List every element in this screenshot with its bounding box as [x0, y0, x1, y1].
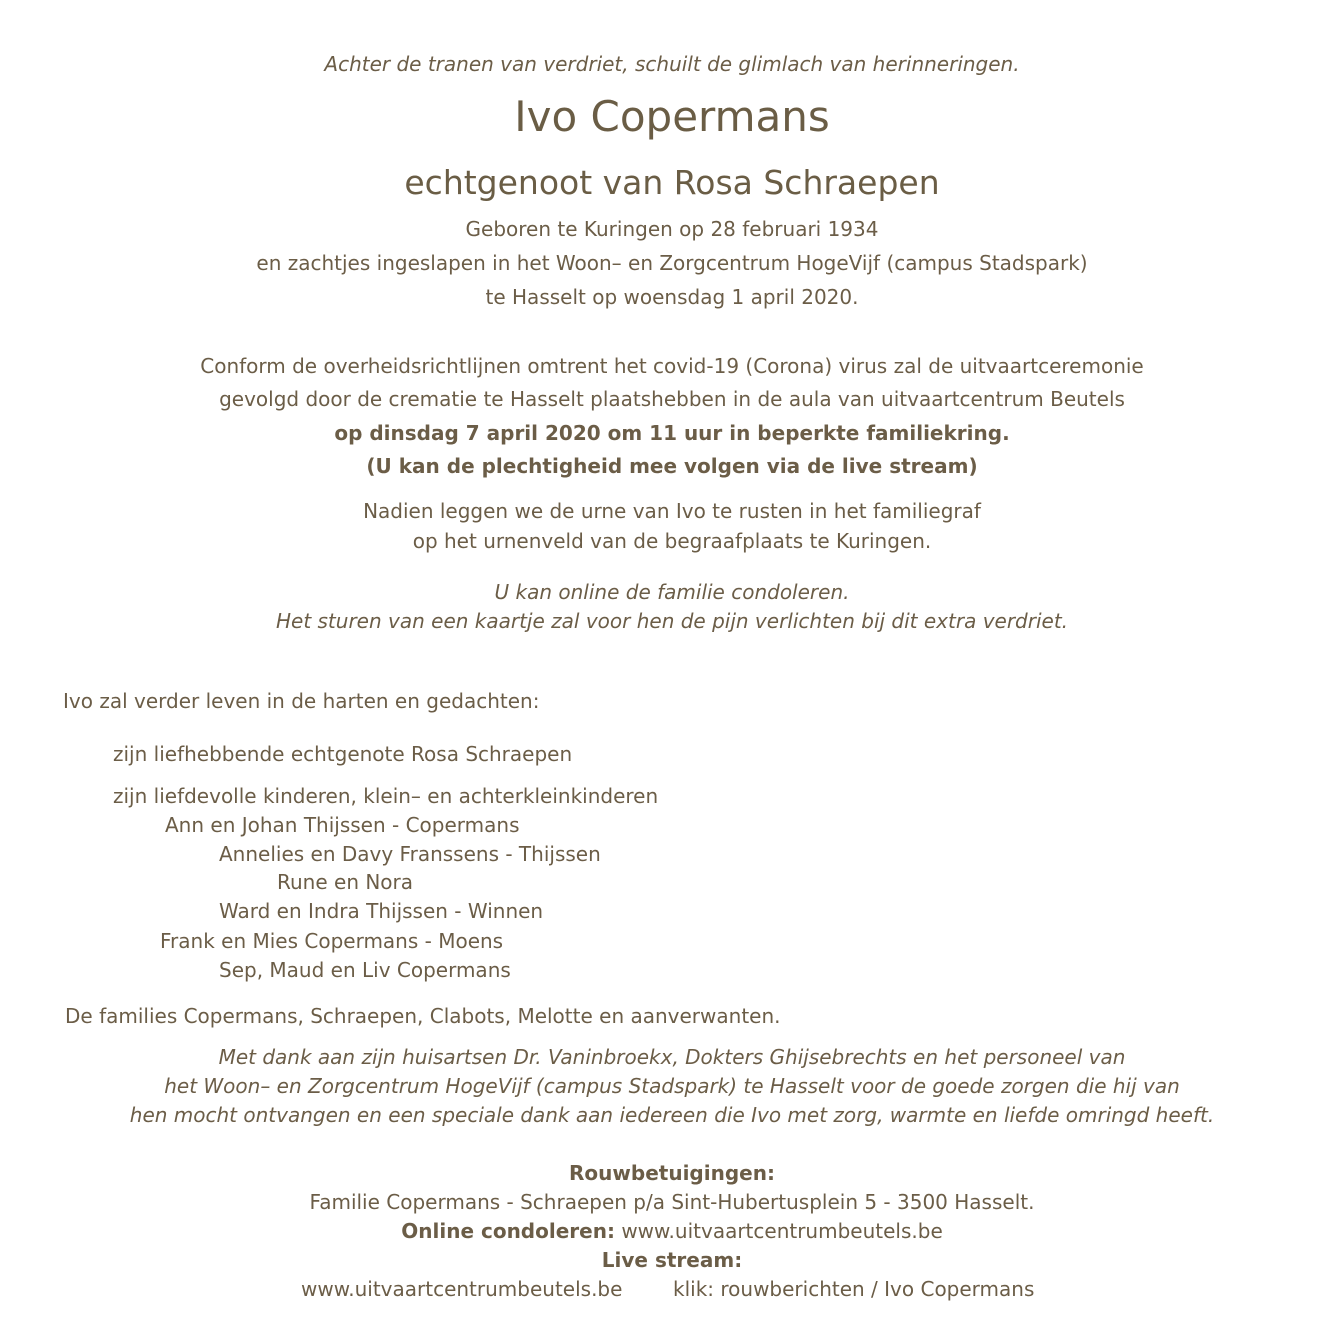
birth-line-2: en zachtjes ingeslapen in het Woon– en Zorgcentrum HogeVijf (campus Stadspark) [256, 251, 1088, 275]
contact-address: Familie Copermans - Schraepen p/a Sint-Hubertusplein 5 - 3500 Hasselt. [309, 1190, 1035, 1214]
family-intro: Ivo zal verder leven in de harten en gedachten: [63, 689, 540, 713]
thanks-line-2: het Woon– en Zorgcentrum HogeVijf (campus Stadspark) te Hasselt voor de goede zorgen die hij van [164, 1074, 1180, 1098]
family-wife: zijn liefhebbende echtgenote Rosa Schraepen [113, 742, 573, 766]
live-stream-link[interactable]: www.uitvaartcentrumbeutels.be [301, 1277, 623, 1301]
family-member: Rune en Nora [277, 870, 414, 894]
birth-line-3: te Hasselt op woensdag 1 april 2020. [485, 285, 859, 309]
condolence-line-2: Het sturen van een kaartje zal voor hen de pijn verlichten bij dit extra verdriet. [275, 609, 1069, 633]
family-member: Frank en Mies Copermans - Moens [160, 929, 504, 953]
live-stream-instruction: klik: rouwberichten / Ivo Copermans [673, 1277, 1035, 1301]
ceremony-line-2: gevolgd door de crematie te Hasselt plaatshebben in de aula van uitvaartcentrum Beutels [219, 387, 1125, 411]
ceremony-date: op dinsdag 7 april 2020 om 11 uur in beperkte familiekring. [334, 421, 1010, 445]
urn-line-1: Nadien leggen we de urne van Ivo te rusten in het familiegraf [363, 499, 981, 523]
family-member: Ann en Johan Thijssen - Copermans [165, 813, 520, 837]
urn-line-2: op het urnenveld van de begraafplaats te Kuringen. [412, 529, 932, 553]
thanks-line-1: Met dank aan zijn huisartsen Dr. Vaninbroekx, Dokters Ghijsebrechts en het personeel van [218, 1045, 1126, 1069]
birth-line-1: Geboren te Kuringen op 28 februari 1934 [465, 217, 879, 241]
family-member: Ward en Indra Thijssen - Winnen [219, 899, 544, 923]
family-member: Sep, Maud en Liv Copermans [219, 958, 511, 982]
condolence-line-1: U kan online de familie condoleren. [494, 580, 850, 604]
spouse-line: echtgenoot van Rosa Schraepen [404, 163, 940, 202]
ceremony-line-1: Conform de overheidsrichtlijnen omtrent het covid-19 (Corona) virus zal de uitvaartceremonie [200, 354, 1144, 378]
online-condolence-label: Online condoleren: [401, 1219, 615, 1243]
family-member: Annelies en Davy Franssens - Thijssen [219, 842, 601, 866]
live-stream-heading: Live stream: [601, 1248, 743, 1272]
live-stream-note: (U kan de plechtigheid mee volgen via de live stream) [366, 454, 978, 478]
online-condolence-line [0, 1221, 1344, 1241]
families-line: De families Copermans, Schraepen, Clabots, Melotte en aanverwanten. [65, 1004, 781, 1028]
motto: Achter de tranen van verdriet, schuilt de glimlach van herinneringen. [324, 52, 1020, 76]
deceased-name: Ivo Copermans [514, 92, 830, 141]
condolences-heading: Rouwbetuigingen: [569, 1161, 775, 1185]
family-children-intro: zijn liefdevolle kinderen, klein– en achterkleinkinderen [113, 784, 659, 808]
online-condolence-link[interactable]: www.uitvaartcentrumbeutels.be [621, 1219, 943, 1243]
thanks-line-3: hen mocht ontvangen en een speciale dank aan iedereen die Ivo met zorg, warmte en liefde omringd heeft. [129, 1103, 1215, 1127]
